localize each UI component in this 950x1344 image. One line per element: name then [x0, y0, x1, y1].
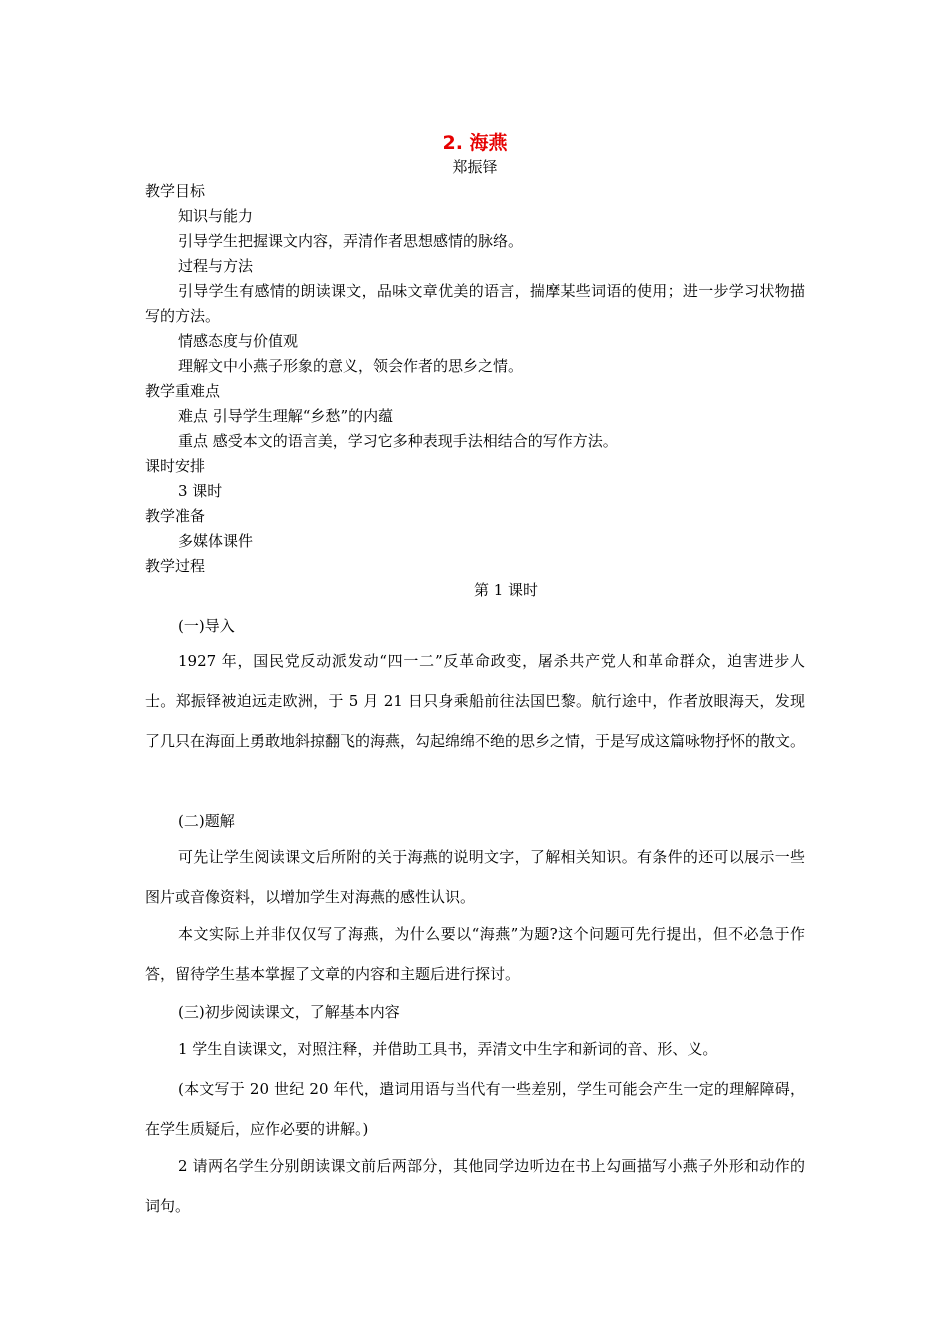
- schedule-value: 3 课时: [178, 482, 223, 500]
- knowledge-label: 知识与能力: [178, 207, 254, 225]
- emotion-text: 理解文中小燕子形象的意义，领会作者的思乡之情。: [178, 357, 524, 375]
- process-heading: 教学过程: [145, 557, 206, 575]
- objectives-heading: 教学目标: [145, 182, 206, 200]
- section-2-paragraph-2: 本文实际上并非仅仅写了海燕，为什么要以“海燕”为题?这个问题可先行提出，但不必急于作答，留待学生基本掌握了文章的内容和主题后进行探讨。: [145, 925, 805, 983]
- schedule-heading: 课时安排: [145, 457, 206, 475]
- section-1-paragraph: 1927 年，国民党反动派发动“四一二”反革命政变，屠杀共产党人和革命群众，迫害进步人士。郑振铎被迫远走欧洲，于 5 月 21 日只身乘船前往法国巴黎。航行途中，作者放眼海天，发现了几只在海面上勇敢地斜掠翻飞的海燕，勾起绵绵不绝的思乡之情，于是写成这篇咏物抒怀的散文。: [145, 652, 806, 750]
- key-points-heading: 教学重难点: [145, 382, 221, 400]
- section-3-note: (本文写于 20 世纪 20 年代，遣词用语与当代有一些差别，学生可能会产生一定的理解障碍，在学生质疑后，应作必要的讲解。): [145, 1080, 805, 1138]
- knowledge-text: 引导学生把握课文内容，弄清作者思想感情的脉络。: [178, 232, 524, 250]
- process-text: 引导学生有感情的朗读课文，品味文章优美的语言，揣摩某些词语的使用；进一步学习状物描写的方法。: [145, 282, 805, 325]
- section-3-item-1: 1 学生自读课文，对照注释，并借助工具书，弄清文中生字和新词的音、形、义。: [178, 1040, 718, 1058]
- section-3-title: (三)初步阅读课文，了解基本内容: [178, 1003, 400, 1021]
- section-1-title: (一)导入: [178, 617, 235, 635]
- preparation-heading: 教学准备: [145, 507, 206, 525]
- difficulty-text: 难点 引导学生理解“乡愁”的内蕴: [178, 407, 394, 425]
- process-label: 过程与方法: [178, 257, 254, 275]
- lesson-1-heading: 第 1 课时: [473, 581, 539, 599]
- focus-text: 重点 感受本文的语言美，学习它多种表现手法相结合的写作方法。: [178, 432, 618, 450]
- lesson-title: 2. 海燕: [442, 132, 508, 154]
- section-2-paragraph-1: 可先让学生阅读课文后所附的关于海燕的说明文字，了解相关知识。有条件的还可以展示一些图片或音像资料，以增加学生对海燕的感性认识。: [145, 848, 805, 906]
- author-name: 郑振铎: [452, 158, 498, 176]
- emotion-label: 情感态度与价值观: [178, 332, 299, 350]
- section-2-title: (二)题解: [178, 812, 235, 830]
- preparation-value: 多媒体课件: [178, 532, 254, 550]
- section-3-item-2: 2 请两名学生分别朗读课文前后两部分，其他同学边听边在书上勾画描写小燕子外形和动作的词句。: [145, 1157, 805, 1215]
